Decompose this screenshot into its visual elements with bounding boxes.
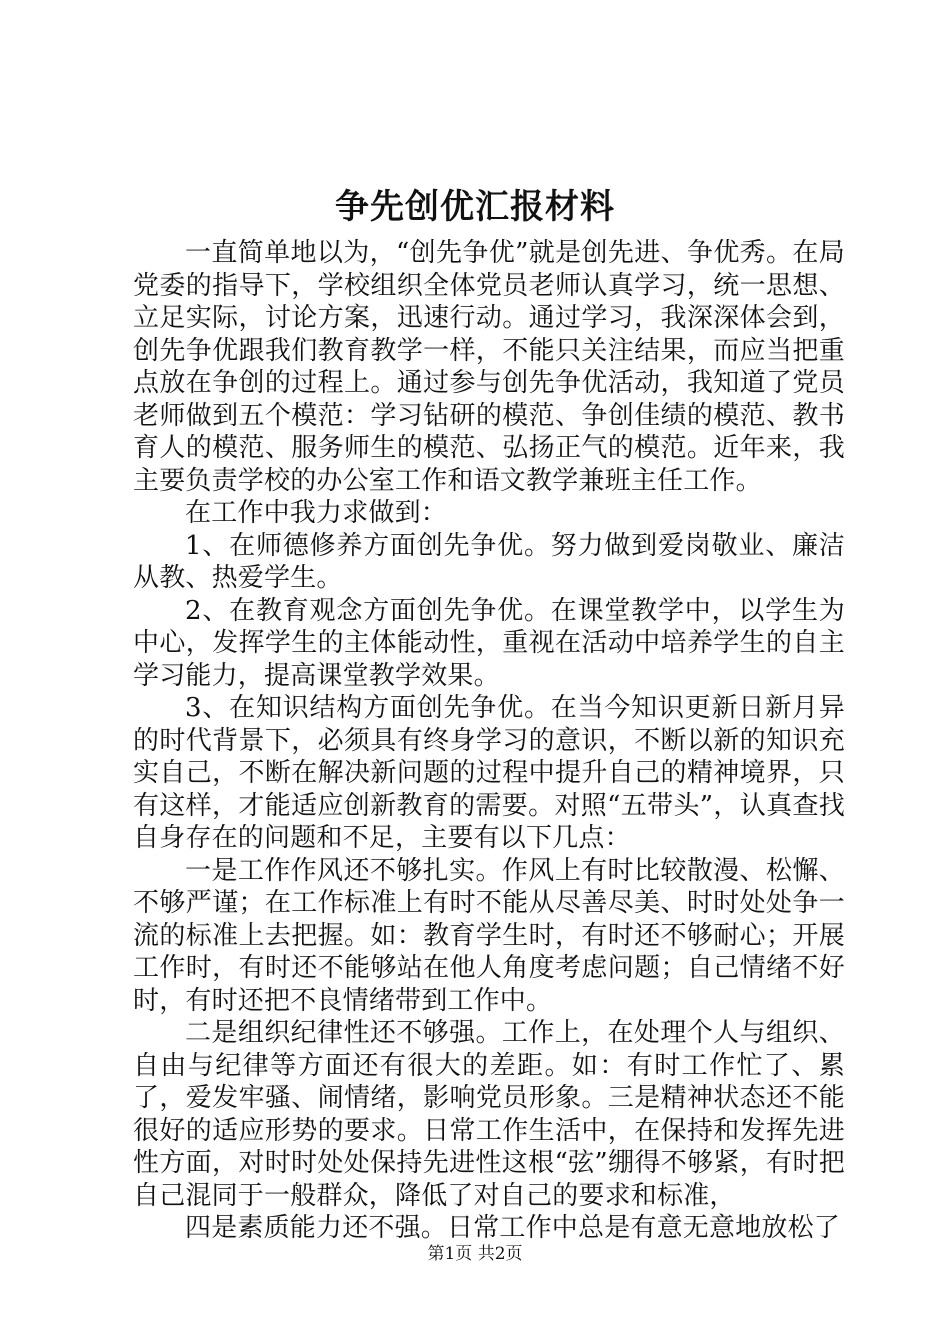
paragraph: 二是组织纪律性还不够强。工作上，在处理个人与组织、自由与纪律等方面还有很大的差距。如：有时工作忙了、累了，爱发牢骚、闹情绪，影响党员形象。三是精神状态还不能很好的适应形势的要求。日常工作生活中，在保持和发挥先进性方面，对时时处处保持先进性这根“弦”绷得不够紧，有时把自己混同于一般群众，降低了对自己的要求和标准， (133, 1018, 845, 1211)
paragraph: 2、在教育观念方面创先争优。在课堂教学中，以学生为中心，发挥学生的主体能动性，重视在活动中培养学生的自主学习能力，提高课堂教学效果。 (133, 595, 845, 691)
document-title: 争先创优汇报材料 (335, 187, 615, 227)
paragraph: 1、在师德修养方面创先争优。努力做到爱岗敬业、廉洁从教、热爱学生。 (133, 530, 845, 593)
paragraph: 3、在知识结构方面创先争优。在当今知识更新日新月异的时代背景下，必须具有终身学习的意识，不断以新的知识充实自己，不断在解决新问题的过程中提升自己的精神境界，只有这样，才能适应创新教育的需要。对照“五带头”，认真查找自身存在的问题和不足，主要有以下几点： (133, 693, 845, 853)
paragraph: 一直简单地以为，“创先争优”就是创先进、争优秀。在局党委的指导下，学校组织全体党员老师认真学习，统一思想、立足实际，讨论方案，迅速行动。通过学习，我深深体会到，创先争优跟我们教育教学一样，不能只关注结果，而应当把重点放在争创的过程上。通过参与创先争优活动，我知道了党员老师做到五个模范：学习钻研的模范、争创佳绩的模范、教书育人的模范、服务师生的模范、弘扬正气的模范。近年来，我主要负责学校的办公室工作和语文教学兼班主任工作。 (133, 238, 845, 496)
paragraph: 在工作中我力求做到： (185, 498, 448, 528)
document-body (133, 237, 845, 1245)
paragraph: 四是素质能力还不强。日常工作中总是有意无意地放松了 (185, 1213, 841, 1243)
paragraph: 一是工作作风还不够扎实。作风上有时比较散漫、松懈、不够严谨；在工作标准上有时不能从尽善尽美、时时处处争一流的标准上去把握。如：教育学生时，有时还不够耐心；开展工作时，有时还不能够站在他人角度考虑问题；自己情绪不好时，有时还把不良情绪带到工作中。 (133, 855, 845, 1016)
page-footer: 第1页 共2页 (427, 1244, 523, 1264)
